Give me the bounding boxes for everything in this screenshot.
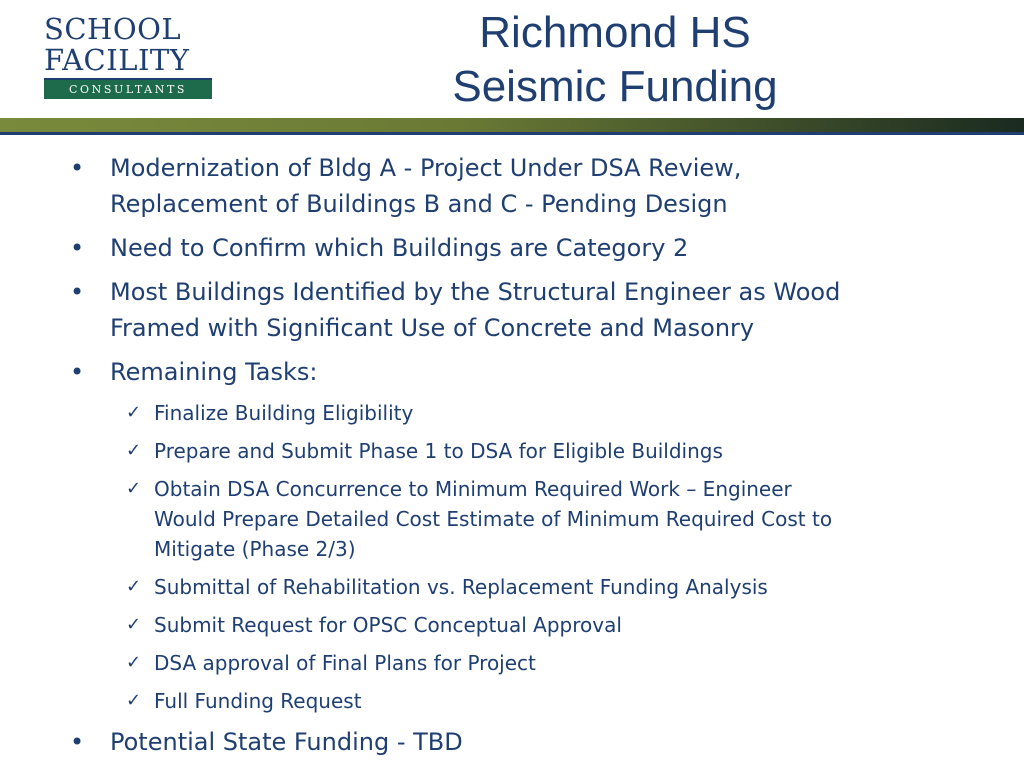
bullet-dot-icon: •	[70, 234, 85, 262]
bullet-dot-icon: •	[70, 728, 85, 756]
bullet-text-line: Framed with Significant Use of Concrete and Masonry	[110, 314, 755, 342]
logo-line-facility: FACILITY	[44, 43, 190, 77]
slide-body	[70, 150, 970, 768]
slide-title-line1: Richmond HS	[479, 8, 751, 57]
bullet-dot-icon: •	[70, 278, 85, 306]
bullet-text-line: Replacement of Buildings B and C - Pending Design	[110, 190, 728, 218]
task-text-line: Submittal of Rehabilitation vs. Replacement Funding Analysis	[154, 575, 768, 599]
checkmark-icon: ✓	[126, 652, 142, 673]
slide-title-line2: Seismic Funding	[452, 62, 778, 111]
bullet-item-wood-framed	[70, 274, 970, 346]
bullet-text-line: Need to Confirm which Buildings are Category 2	[110, 234, 689, 262]
logo-line-school: SCHOOL	[44, 12, 182, 46]
task-item	[70, 686, 970, 716]
task-item	[70, 610, 970, 640]
task-text-line: DSA approval of Final Plans for Project	[154, 651, 536, 675]
task-text-line: Finalize Building Eligibility	[154, 401, 414, 425]
task-list	[70, 398, 970, 716]
bullet-text-line: Potential State Funding - TBD	[110, 728, 463, 756]
bullet-dot-icon: •	[70, 154, 85, 182]
slide-title	[400, 6, 830, 114]
task-item	[70, 474, 970, 564]
school-facility-consultants-logo	[44, 14, 212, 99]
bullet-text-line: Modernization of Bldg A - Project Under DSA Review,	[110, 154, 742, 182]
checkmark-icon: ✓	[126, 478, 142, 499]
checkmark-icon: ✓	[126, 614, 142, 635]
task-text-line: Would Prepare Detailed Cost Estimate of Minimum Required Cost to	[154, 507, 833, 531]
bullet-item-modernization	[70, 150, 970, 222]
bullet-item-state-funding	[70, 724, 970, 760]
bullet-list	[70, 150, 970, 390]
bullet-dot-icon: •	[70, 358, 85, 386]
task-item	[70, 648, 970, 678]
checkmark-icon: ✓	[126, 576, 142, 597]
task-item	[70, 572, 970, 602]
header-divider-line	[0, 132, 1024, 135]
logo-line-consultants: CONSULTANTS	[44, 78, 212, 99]
checkmark-icon: ✓	[126, 402, 142, 423]
bullet-text-line: Most Buildings Identified by the Structural Engineer as Wood	[110, 278, 841, 306]
checkmark-icon: ✓	[126, 690, 142, 711]
task-item	[70, 398, 970, 428]
task-text-line: Full Funding Request	[154, 689, 362, 713]
bullet-list-final	[70, 724, 970, 760]
bullet-text-line: Remaining Tasks:	[110, 358, 318, 386]
task-text-line: Submit Request for OPSC Conceptual Approval	[154, 613, 622, 637]
checkmark-icon: ✓	[126, 440, 142, 461]
task-text-line: Prepare and Submit Phase 1 to DSA for Eligible Buildings	[154, 439, 723, 463]
bullet-item-remaining-tasks	[70, 354, 970, 390]
task-text-line: Mitigate (Phase 2/3)	[154, 537, 356, 561]
header-divider-bar	[0, 118, 1024, 132]
bullet-item-category	[70, 230, 970, 266]
task-item	[70, 436, 970, 466]
task-text-line: Obtain DSA Concurrence to Minimum Required Work – Engineer	[154, 477, 792, 501]
